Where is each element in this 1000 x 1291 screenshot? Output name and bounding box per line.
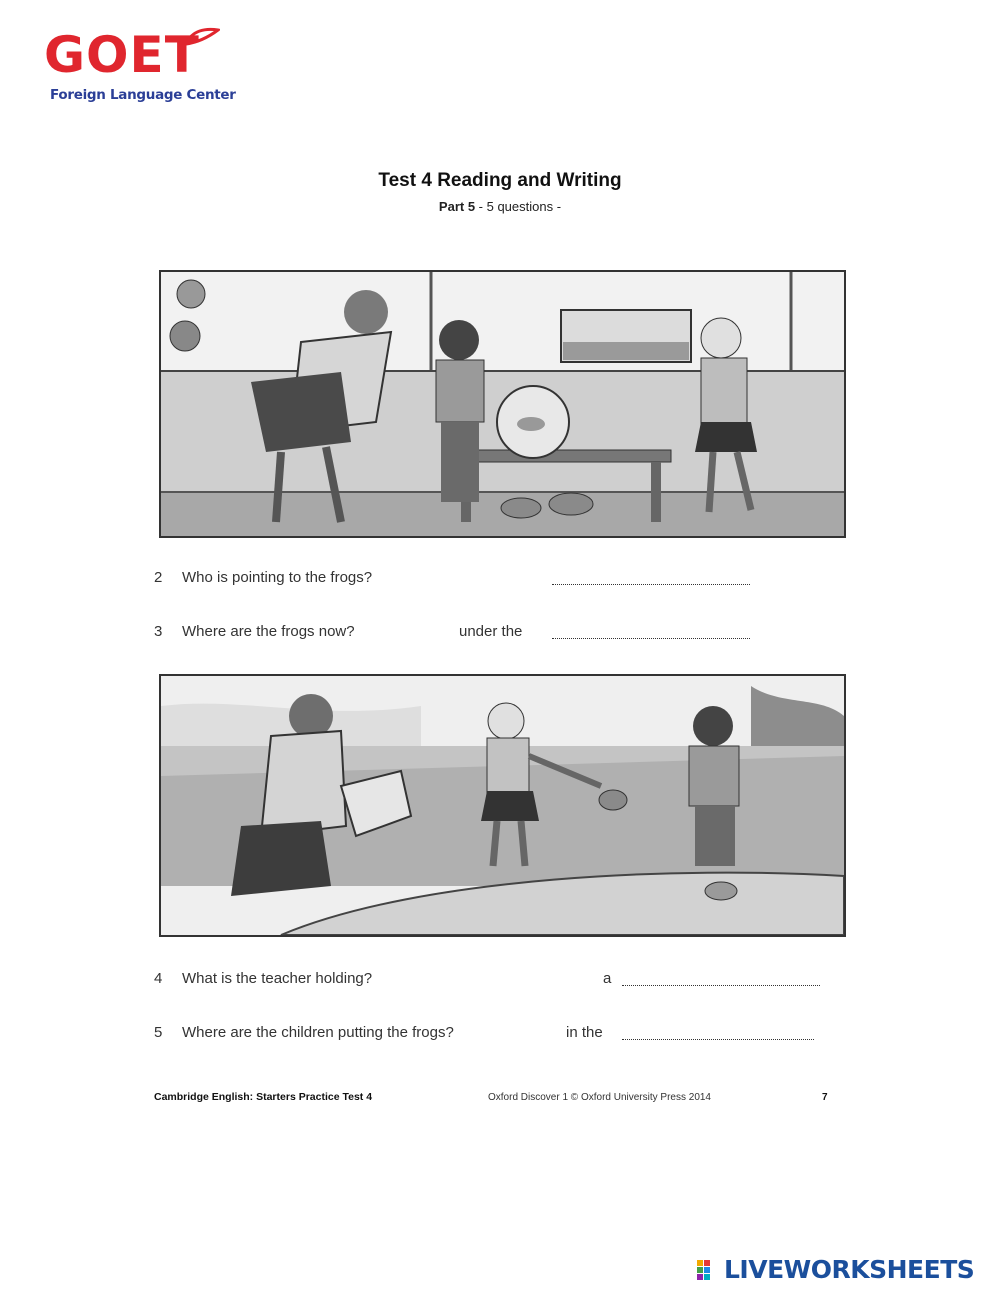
question-text: Who is pointing to the frogs? bbox=[182, 569, 373, 586]
answer-prefix-4: a bbox=[603, 970, 612, 987]
liveworksheets-icon bbox=[696, 1259, 718, 1281]
part-label: Part 5 bbox=[438, 199, 476, 214]
answer-blank-3[interactable] bbox=[552, 638, 750, 639]
answer-blank-2[interactable] bbox=[552, 584, 750, 585]
answer-blank-4[interactable] bbox=[622, 985, 820, 986]
question-3 bbox=[154, 623, 355, 640]
footer-source: Cambridge English: Starters Practice Test 4 bbox=[154, 1091, 373, 1103]
watermark-text: LIVEWORKSHEETS bbox=[724, 1255, 975, 1284]
page-title: Test 4 Reading and Writing bbox=[378, 170, 622, 191]
leaf-icon bbox=[184, 26, 220, 48]
goet-logo bbox=[44, 26, 236, 110]
answer-blank-5[interactable] bbox=[622, 1039, 814, 1040]
classroom-illustration bbox=[159, 270, 846, 538]
question-5 bbox=[154, 1024, 454, 1041]
footer-copyright: Oxford Discover 1 © Oxford University Press 2014 bbox=[488, 1092, 711, 1103]
question-number: 3 bbox=[154, 623, 163, 640]
questions-note: - 5 questions - bbox=[475, 199, 562, 214]
logo-mark: GOET bbox=[44, 26, 200, 84]
question-text: Where are the frogs now? bbox=[182, 623, 355, 640]
question-text: Where are the children putting the frogs? bbox=[182, 1024, 454, 1041]
logo-subtitle: Foreign Language Center bbox=[50, 87, 236, 103]
question-number: 4 bbox=[154, 970, 163, 987]
page-number: 7 bbox=[822, 1092, 828, 1103]
pond-illustration bbox=[159, 674, 846, 937]
answer-prefix-5: in the bbox=[566, 1024, 603, 1041]
question-4 bbox=[154, 970, 372, 987]
liveworksheets-watermark bbox=[696, 1255, 996, 1285]
page-subtitle bbox=[0, 199, 1000, 214]
question-2 bbox=[154, 569, 372, 586]
question-number: 2 bbox=[154, 569, 163, 586]
question-text: What is the teacher holding? bbox=[182, 970, 373, 987]
answer-prefix-3: under the bbox=[459, 623, 523, 640]
question-number: 5 bbox=[154, 1024, 163, 1041]
